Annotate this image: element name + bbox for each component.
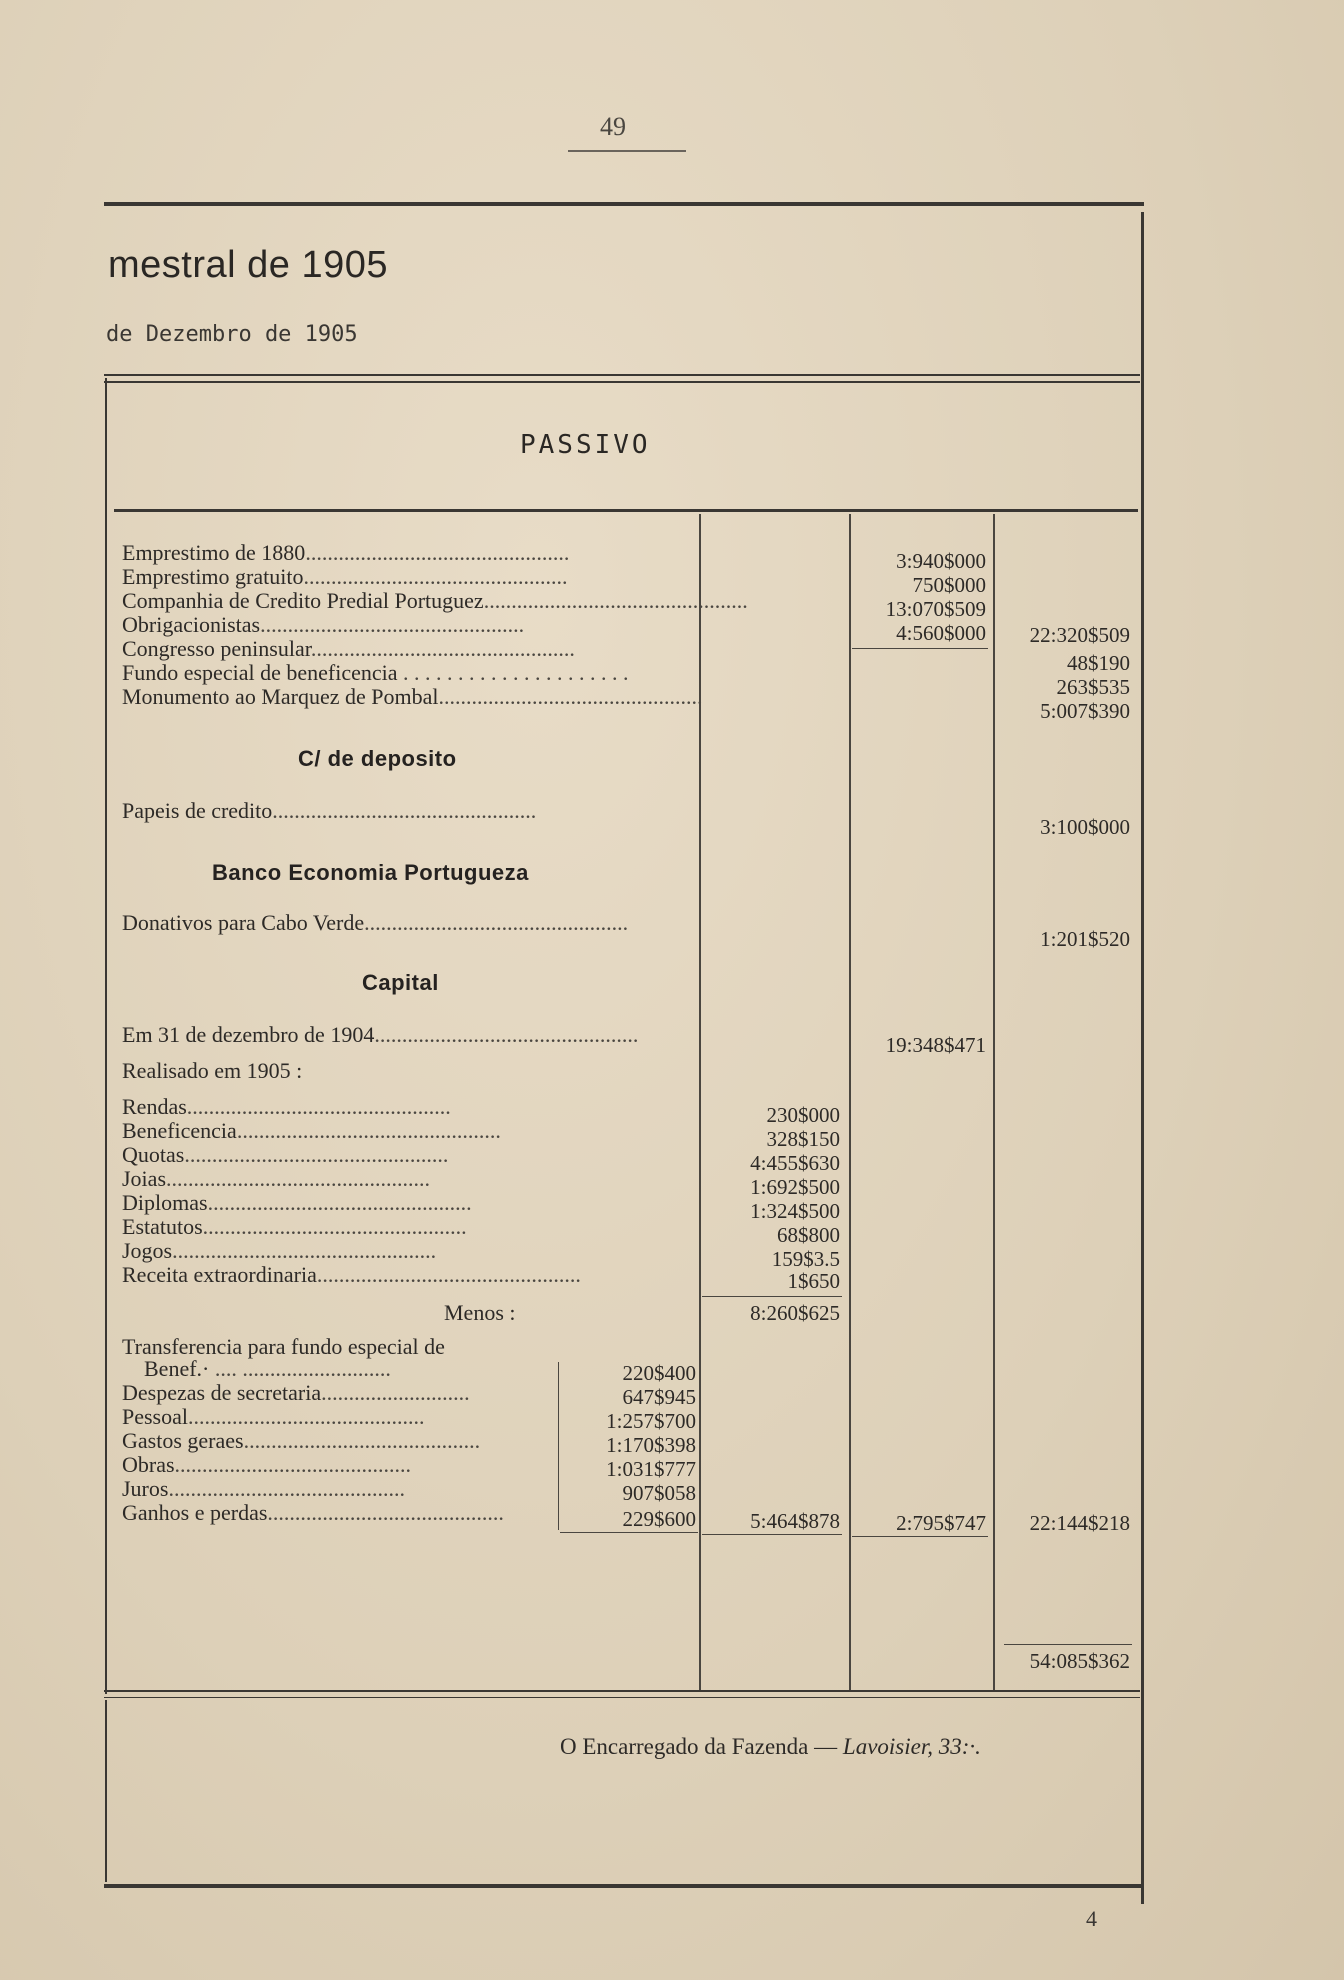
top-rule [104,202,1144,206]
expense-value: 1:257$700 [606,1409,696,1433]
income-label: Joias................................................ [122,1166,430,1191]
page-number: 49 [600,112,626,141]
income-total: 8:260$625 [750,1301,840,1325]
expense-label: Despezas de secretaria........................... [122,1380,470,1405]
income-label: Quotas................................................ [122,1142,449,1167]
left-border [105,378,107,1694]
section-rule [114,509,1138,512]
income-value: 4:455$630 [750,1151,840,1175]
liability-label: Obrigacionistas................................................ [122,612,525,637]
signature-name: Lavoisier, 33:·. [842,1734,981,1759]
capital-net-col3: 2:795$747 [896,1511,986,1535]
income-label: Diplomas................................................ [122,1190,472,1215]
expense-value: 220$400 [622,1361,696,1385]
liability-label: Emprestimo de 1880................................................ [122,540,570,565]
expense-value: 647$945 [622,1385,696,1409]
income-value: 328$150 [766,1127,840,1151]
income-value: 159$3.5 [771,1247,840,1271]
liability-label: Fundo especial de beneficencia . . . . . . . . . . . . . . . . . . . . . [122,660,629,685]
column-divider-2 [849,514,851,1692]
income-label: Jogos................................................ [122,1238,437,1263]
signature-line [560,1734,981,1760]
deposit-value: 3:100$000 [1040,815,1130,839]
income-total-rule [702,1296,842,1297]
expense-label: Pessoal........................................... [122,1404,425,1429]
column-divider-3 [993,514,995,1692]
income-label: Receita extraordinaria................................................ [122,1262,581,1287]
liability-value: 750$000 [912,573,986,597]
left-border-footer [105,1700,107,1882]
income-value: 1:692$500 [750,1175,840,1199]
grand-total-rule [1004,1644,1132,1645]
liability-value: 48$190 [1067,651,1130,675]
page-number-rule [568,150,686,152]
net-col2-rule [702,1534,842,1535]
liability-value: 4:560$000 [896,621,986,645]
expense-value: 229$600 [622,1507,696,1531]
expense-label: Obras........................................... [122,1452,412,1477]
expense-value: 1:031$777 [606,1457,696,1481]
capital-total-col4: 22:144$218 [1029,1511,1130,1535]
liability-label: Congresso peninsular................................................ [122,636,575,661]
liability-subtotal: 22:320$509 [1029,623,1130,647]
bottom-rule [104,1884,1144,1888]
page-title: mestral de 1905 [108,244,388,286]
liability-value: 13:070$509 [885,597,986,621]
income-label: Estatutos................................................ [122,1214,467,1239]
subtotal-rule [852,648,988,649]
liability-label: Emprestimo gratuito................................................ [122,564,568,589]
expense-value: 907$058 [622,1481,696,1505]
capital-net-col2: 5:464$878 [750,1509,840,1533]
heading-deposito: C/ de deposito [298,746,457,771]
income-value: 230$000 [766,1103,840,1127]
capital-opening-label: Em 31 de dezembro de 1904................................................ [122,1022,639,1047]
liability-label: Companhia de Credito Predial Portuguez................................................ [122,588,748,613]
capital-realised-label: Realisado em 1905 : [122,1058,303,1083]
signature-prefix: O Encarregado da Fazenda — [560,1734,838,1759]
liability-value: 263$535 [1056,675,1130,699]
expense-label: Benef.· .... ........................... [144,1356,391,1381]
expense-total-rule [560,1532,698,1533]
liability-label: Monumento ao Marquez de Pombal................................................ [122,684,703,709]
less-label: Menos : [444,1300,516,1325]
header-rule [104,374,1140,383]
section-title-passivo: PASSIVO [520,430,651,460]
income-value: 68$800 [777,1223,840,1247]
deposit-label: Papeis de credito................................................ [122,798,537,823]
bank-value: 1:201$520 [1040,927,1130,951]
income-value: 1:324$500 [750,1199,840,1223]
grand-total: 54:085$362 [1029,1649,1130,1673]
net-col3-rule [852,1536,988,1537]
page-subtitle: de Dezembro de 1905 [106,322,358,347]
right-border [1141,212,1144,1904]
liability-value: 5:007$390 [1040,699,1130,723]
income-label: Beneficencia................................................ [122,1118,501,1143]
footer-rule [104,1690,1140,1698]
bank-label: Donativos para Cabo Verde................................................ [122,910,629,935]
expense-label: Juros........................................... [122,1476,405,1501]
heading-banco: Banco Economia Portugueza [212,860,529,885]
expense-value: 1:170$398 [606,1433,696,1457]
expense-column-divider [558,1362,559,1530]
expense-label: Gastos geraes........................................... [122,1428,481,1453]
sheet-number: 4 [1086,1906,1097,1931]
heading-capital: Capital [362,970,439,995]
capital-opening-value: 19:348$471 [885,1033,986,1057]
expense-label: Ganhos e perdas........................................... [122,1500,504,1525]
income-value: 1$650 [787,1269,840,1293]
transfer-label: Transferencia para fundo especial de [122,1334,445,1359]
liability-value: 3:940$000 [896,549,986,573]
income-label: Rendas................................................ [122,1094,451,1119]
